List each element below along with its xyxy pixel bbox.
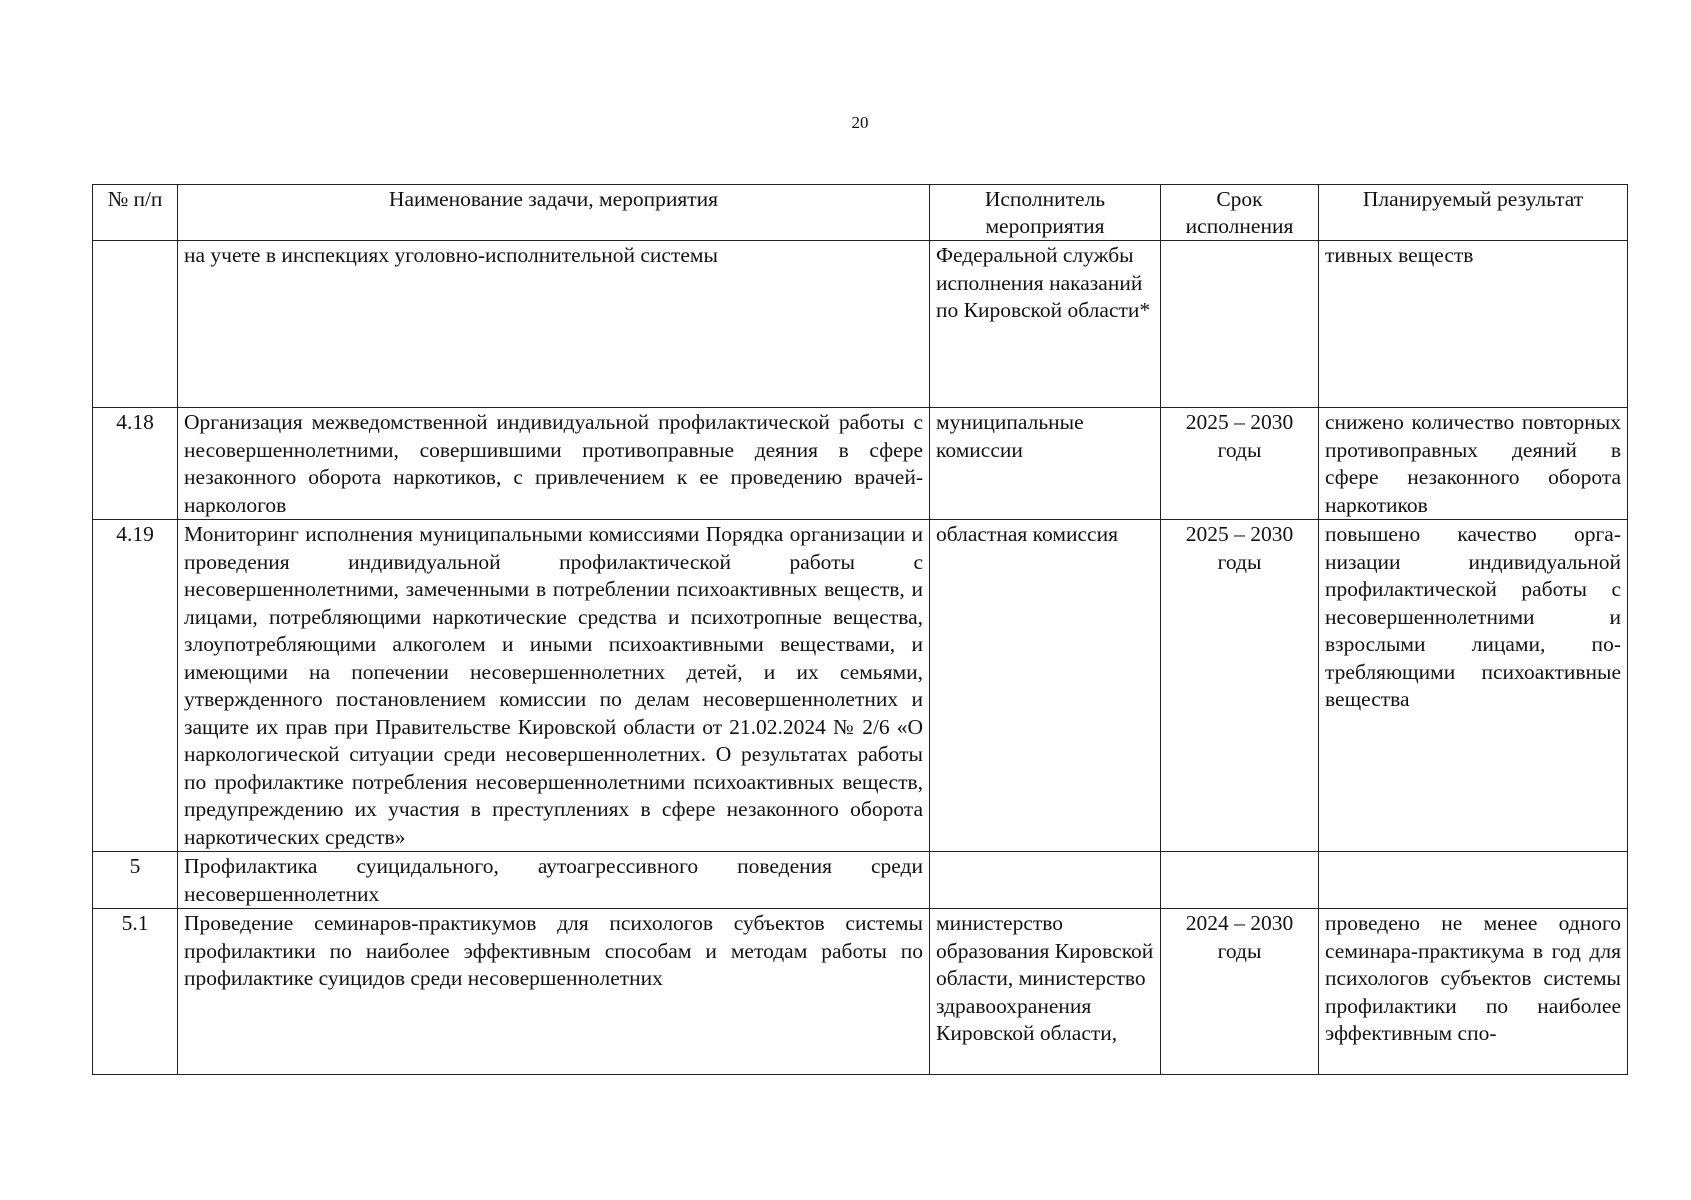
row-executor bbox=[930, 852, 1161, 909]
row-term: 2024 – 2030 годы bbox=[1161, 909, 1319, 1075]
row-num: 4.19 bbox=[93, 520, 178, 852]
header-result: Планируемый результат bbox=[1319, 185, 1628, 241]
page-number: 20 bbox=[851, 113, 869, 132]
row-num: 5 bbox=[93, 852, 178, 909]
row-num bbox=[93, 241, 178, 408]
table-row bbox=[93, 852, 1628, 909]
row-result: повышено качество организации индивидуальной профилактической работы с несовершеннолетними и взрослыми лицами, потребляющими психоактивные вещества bbox=[1319, 520, 1628, 852]
row-executor: министерство образования Кировской области, министерство здравоохранения Кировской области, bbox=[930, 909, 1161, 1075]
header-executor: Исполнитель мероприятия bbox=[930, 185, 1161, 241]
table-header-row bbox=[93, 185, 1628, 241]
table-row bbox=[93, 408, 1628, 520]
row-num: 5.1 bbox=[93, 909, 178, 1075]
row-term: 2025 – 2030 годы bbox=[1161, 408, 1319, 520]
row-executor: областная комиссия bbox=[930, 520, 1161, 852]
row-task: Организация межведомственной индивидуальной профилактической работы с несовершеннолетними, совершившими противоправные деяния в сфере незаконного оборота наркотиков, с привлечением к ее проведению врачей-наркологов bbox=[178, 408, 930, 520]
row-num: 4.18 bbox=[93, 408, 178, 520]
row-executor: Федеральной службы исполнения наказаний по Кировской области* bbox=[930, 241, 1161, 408]
row-executor: муниципальные комиссии bbox=[930, 408, 1161, 520]
row-term bbox=[1161, 852, 1319, 909]
row-term: 2025 – 2030 годы bbox=[1161, 520, 1319, 852]
row-task: Профилактика суицидального, аутоагрессивного поведения среди несовершеннолетних bbox=[178, 852, 930, 909]
row-result bbox=[1319, 852, 1628, 909]
row-task: Проведение семинаров-практикумов для психологов субъектов системы профилактики по наиболее эффективным способам и методам работы по профилактике суицидов среди несовершеннолетних bbox=[178, 909, 930, 1075]
header-num: № п/п bbox=[93, 185, 178, 241]
row-result: проведено не менее одного семинара-практикума в год для психологов субъектов системы профилактики по наиболее эффективным спо- bbox=[1319, 909, 1628, 1075]
row-task: Мониторинг исполнения муниципальными комиссиями Порядка организации и проведения индивидуальной профилактической работы с несовершеннолетними, замеченными в потреблении психоактивных веществ, и лицами, потребляющими наркотические средства и психотропные вещества, злоупотребляющими алкоголем и иными психоактивными веществами, и имеющими на попечении несовершеннолетних детей, и их семьями, утвержденного постановлением комиссии по делам несовершеннолетних и защите их прав при Правительстве Кировской области от 21.02.2024 № 2/6 «О наркологической ситуации среди несовершеннолетних. О результатах работы по профилактике потребления несовершеннолетними психоактивных веществ, предупреждению их участия в преступлениях в сфере незаконного оборота наркотических средств» bbox=[178, 520, 930, 852]
row-task: на учете в инспекциях уголовно-исполнительной системы bbox=[178, 241, 930, 408]
row-term bbox=[1161, 241, 1319, 408]
table-row bbox=[93, 909, 1628, 1075]
header-name: Наименование задачи, мероприятия bbox=[178, 185, 930, 241]
table-row bbox=[93, 241, 1628, 408]
row-result: снижено количество повторных противоправных деяний в сфере незаконного оборота наркотиков bbox=[1319, 408, 1628, 520]
header-term: Срок исполнения bbox=[1161, 185, 1319, 241]
row-result: тивных веществ bbox=[1319, 241, 1628, 408]
action-plan-table bbox=[92, 184, 1628, 1075]
table-row bbox=[93, 520, 1628, 852]
